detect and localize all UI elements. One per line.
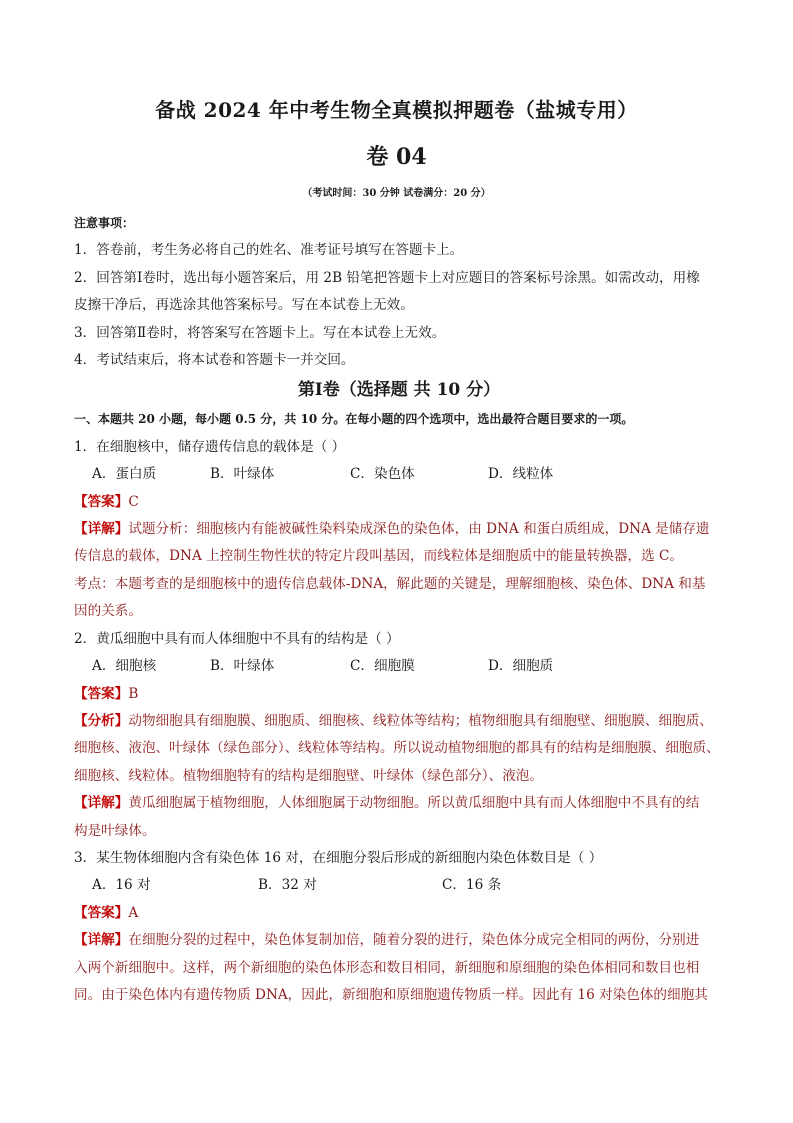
- question-1-stem: 1．在细胞核中，储存遗传信息的载体是（ ）: [74, 438, 346, 455]
- detail-text: 在细胞分裂的过程中，染色体复制加倍，随着分裂的进行，染色体分成完全相同的两份，分别进: [128, 932, 700, 949]
- question-3-answer: [74, 900, 724, 927]
- question-1-detail-line-2: 传信息的载体，DNA 上控制生物性状的特定片段叫基因，而线粒体是细胞质中的能量转换器，选 C。: [74, 548, 683, 565]
- q2-option-d: D．细胞质: [488, 658, 554, 675]
- q1-option-c: C．染色体: [350, 466, 415, 483]
- question-2-analysis-line-3: 细胞核、线粒体。植物细胞特有的结构是细胞壁、叶绿体（绿色部分）、液泡。: [74, 767, 543, 784]
- exam-title: 备战 2024 年中考生物全真模拟押题卷（盐城专用）: [155, 98, 638, 122]
- section-title: 第Ⅰ卷（选择题 共 10 分）: [297, 380, 501, 401]
- question-2-detail-line-2: 构是叶绿体。: [74, 822, 156, 839]
- answer-tag: 【答案】: [74, 904, 129, 921]
- notice-item-1: 1．答卷前，考生务必将自己的姓名、准考证号填写在答题卡上。: [74, 242, 464, 259]
- notice-heading: 注意事项：: [74, 216, 135, 230]
- q1-option-b: B．叶绿体: [210, 466, 275, 483]
- question-3-detail-line-2: 入两个新细胞中。这样，两个新细胞的染色体形态和数目相同，新细胞和原细胞的染色体相同和数目也相: [74, 959, 700, 976]
- question-2-options: [74, 653, 724, 680]
- question-2-analysis-line-2: 细胞核、液泡、叶绿体（绿色部分）、线粒体等结构。所以说动植物细胞的都具有的结构是细胞膜、细胞质、: [74, 740, 720, 757]
- detail-tag: 【详解】: [74, 521, 129, 538]
- question-1-detail-line-1: [74, 516, 724, 543]
- question-3-detail-line-1: [74, 927, 724, 954]
- question-2-detail-line-1: [74, 790, 724, 817]
- answer-tag: 【答案】: [74, 493, 129, 510]
- question-1-detail-line-4: 因的关系。: [74, 603, 142, 620]
- answer-tag: 【答案】: [74, 685, 129, 702]
- detail-text: 试题分析：细胞核内有能被碱性染料染成深色的染色体，由 DNA 和蛋白质组成，DNA 是储存遗: [128, 521, 710, 538]
- question-3-stem: 3．某生物体细胞内含有染色体 16 对，在细胞分裂后形成的新细胞内染色体数目是（ ）: [74, 849, 603, 866]
- q2-option-c: C．细胞膜: [350, 658, 415, 675]
- question-1-detail-line-3: 考点：本题考查的是细胞核中的遗传信息载体-DNA，解此题的关键是，理解细胞核、染色体、DNA 和基: [74, 575, 706, 592]
- detail-text: 黄瓜细胞属于植物细胞，人体细胞属于动物细胞。所以黄瓜细胞中具有而人体细胞中不具有的结: [128, 795, 700, 812]
- answer-value: A: [128, 904, 139, 921]
- question-3-options: [74, 872, 724, 899]
- question-3-detail-line-3: 同。由于染色体内有遗传物质 DNA，因此，新细胞和原细胞遗传物质一样。因此有 16 对染色体的细胞其: [74, 986, 708, 1003]
- q3-option-c: C．16 条: [442, 877, 502, 894]
- question-1-options: [74, 461, 724, 488]
- q3-option-a: A．16 对: [92, 877, 151, 894]
- exam-subtitle: 卷 04: [366, 144, 427, 170]
- exam-content: [74, 210, 724, 1009]
- section-instruction: 一、本题共 20 小题，每小题 0.5 分，共 10 分。在每小题的四个选项中，选出最符合题目要求的一项。: [74, 412, 634, 427]
- detail-tag: 【详解】: [74, 795, 129, 812]
- exam-info: （考试时间：30 分钟 试卷满分：20 分）: [302, 188, 491, 199]
- analysis-text: 动物细胞具有细胞膜、细胞质、细胞核、线粒体等结构；植物细胞具有细胞壁、细胞膜、细胞质、: [128, 712, 713, 729]
- q2-option-b: B．叶绿体: [210, 658, 275, 675]
- question-2-answer: [74, 681, 724, 708]
- analysis-tag: 【分析】: [74, 712, 129, 729]
- notice-item-2-cont: 皮擦干净后，再选涂其他答案标号。写在本试卷上无效。: [74, 297, 414, 314]
- question-1-answer: [74, 489, 724, 516]
- question-2-stem: 2．黄瓜细胞中具有而人体细胞中不具有的结构是（ ）: [74, 630, 400, 647]
- q2-option-a: A．细胞核: [92, 658, 157, 675]
- answer-value: B: [128, 685, 139, 702]
- q3-option-b: B．32 对: [258, 877, 317, 894]
- notice-item-3: 3．回答第Ⅱ卷时，将答案写在答题卡上。写在本试卷上无效。: [74, 324, 446, 341]
- detail-tag: 【详解】: [74, 932, 129, 949]
- notice-item-2: 2．回答第Ⅰ卷时，选出每小题答案后，用 2B 铅笔把答题卡上对应题目的答案标号涂黑。如需改动，用橡: [74, 269, 700, 286]
- notice-item-4: 4．考试结束后，将本试卷和答题卡一并交回。: [74, 352, 355, 369]
- q1-option-a: A．蛋白质: [92, 466, 157, 483]
- answer-value: C: [128, 493, 139, 510]
- q1-option-d: D．线粒体: [488, 466, 554, 483]
- question-2-analysis-line-1: [74, 708, 724, 735]
